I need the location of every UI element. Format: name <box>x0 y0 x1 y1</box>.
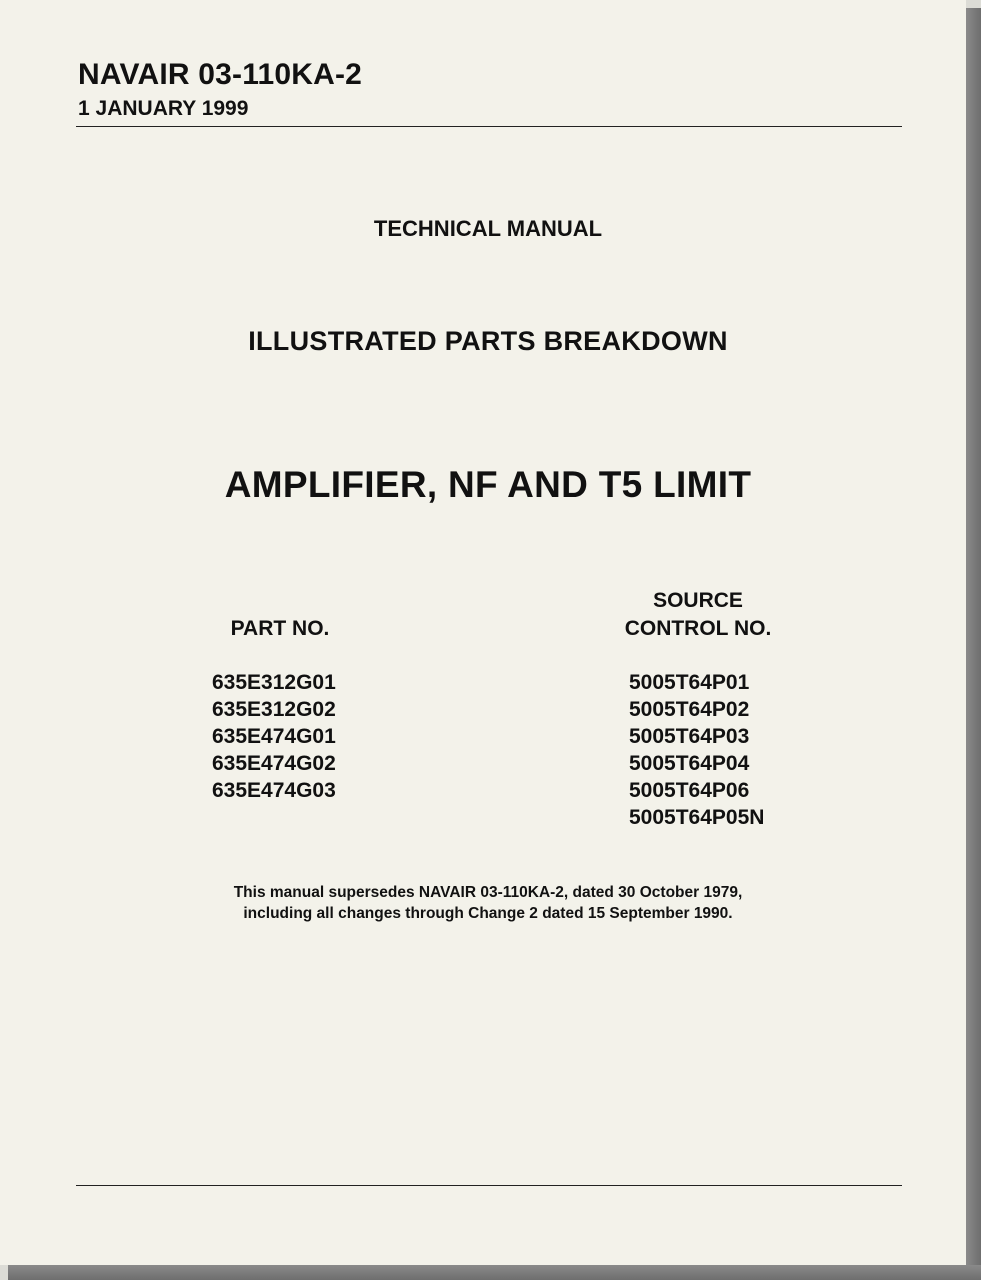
page-shadow-right <box>966 8 981 1280</box>
source-control-number: 5005T64P03 <box>629 725 750 748</box>
header-divider <box>76 126 902 127</box>
page-shadow-bottom <box>8 1265 981 1280</box>
source-control-number: 5005T64P06 <box>629 779 750 802</box>
footer-divider <box>76 1185 902 1186</box>
part-number-list <box>212 669 336 804</box>
document-number: NAVAIR 03-110KA-2 <box>78 58 363 91</box>
source-control-number: 5005T64P04 <box>629 752 750 775</box>
source-control-number: 5005T64P01 <box>629 671 750 694</box>
part-number: 635E474G01 <box>212 725 336 748</box>
document-date: 1 JANUARY 1999 <box>78 97 249 120</box>
part-number: 635E474G03 <box>212 779 336 802</box>
source-control-number: 5005T64P05N <box>629 806 765 829</box>
part-number: 635E312G01 <box>212 671 336 694</box>
manual-type: TECHNICAL MANUAL <box>373 216 603 241</box>
source-control-list <box>629 669 764 831</box>
source-header-line1: SOURCE <box>653 589 743 612</box>
source-header-line2: CONTROL NO. <box>624 617 772 640</box>
part-number: 635E312G02 <box>212 698 336 721</box>
supersedes-note-line2: including all changes through Change 2 dated 15 September 1990. <box>243 905 733 922</box>
part-number-header: PART NO. <box>230 617 330 640</box>
item-title: AMPLIFIER, NF AND T5 LIMIT <box>224 464 752 505</box>
part-number: 635E474G02 <box>212 752 336 775</box>
supersedes-note-line1: This manual supersedes NAVAIR 03-110KA-2, dated 30 October 1979, <box>233 884 743 901</box>
source-control-number: 5005T64P02 <box>629 698 750 721</box>
breakdown-title: ILLUSTRATED PARTS BREAKDOWN <box>248 326 728 356</box>
